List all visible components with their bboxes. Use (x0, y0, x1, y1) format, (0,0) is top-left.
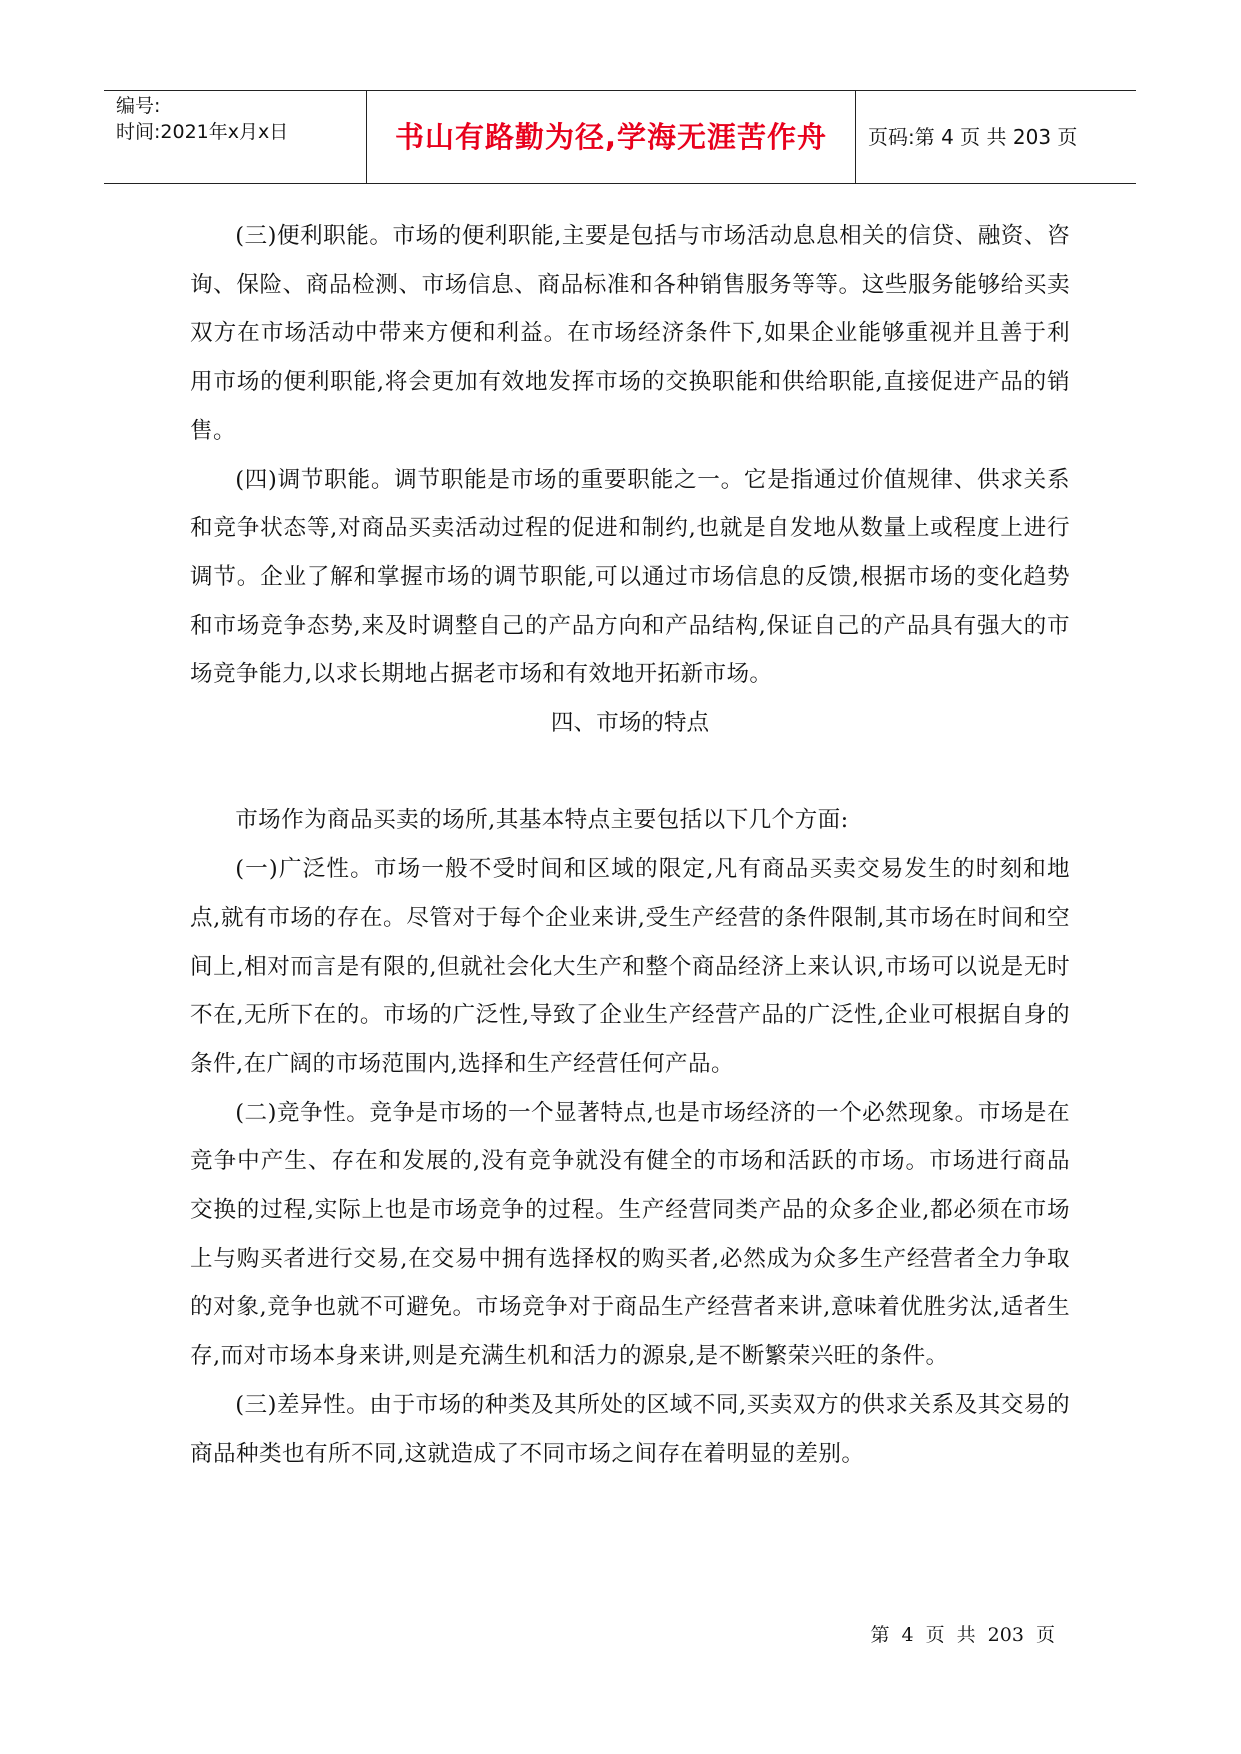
header-divider-right (855, 91, 856, 183)
header-divider-left (366, 91, 367, 183)
document-time-label: 时间:2021年x月x日 (116, 121, 289, 143)
paragraph-competition: (二)竞争性。竞争是市场的一个显著特点,也是市场经济的一个必然现象。市场是在竞争中产生、存在和发展的,没有竞争就没有健全的市场和活跃的市场。市场进行商品交换的过程,实际上也是市场竞争的过程。生产经营同类产品的众多企业,都必须在市场上与购买者进行交易,在交易中拥有选择权的购买者,必然成为众多生产经营者全力争取的对象,竞争也就不可避免。市场竞争对于商品生产经营者来讲,意味着优胜劣汰,适者生存,而对市场本身来讲,则是充满生机和活力的源泉,是不断繁荣兴旺的条件。 (190, 1099, 1070, 1370)
page-footer: 第 4 页 共 203 页 (870, 1624, 1055, 1646)
header-motto: 书山有路勤为径,学海无涯苦作舟 (394, 120, 828, 154)
document-number-label: 编号: (116, 95, 161, 117)
document-body (190, 212, 1070, 1478)
paragraph-difference: (三)差异性。由于市场的种类及其所处的区域不同,买卖双方的供求关系及其交易的商品种类也有所不同,这就造成了不同市场之间存在着明显的差别。 (190, 1391, 1070, 1467)
paragraph-breadth: (一)广泛性。市场一般不受时间和区域的限定,凡有商品买卖交易发生的时刻和地点,就有市场的存在。尽管对于每个企业来讲,受生产经营的条件限制,其市场在时间和空间上,相对而言是有限的,但就社会化大生产和整个商品经济上来认识,市场可以说是无时不在,无所下在的。市场的广泛性,导致了企业生产经营产品的广泛性,企业可根据自身的条件,在广阔的市场范围内,选择和生产经营任何产品。 (190, 856, 1070, 1077)
section-heading: 四、市场的特点 (550, 710, 710, 737)
paragraph-convenience-function: (三)便利职能。市场的便利职能,主要是包括与市场活动息息相关的信贷、融资、咨询、保险、商品检测、市场信息、商品标准和各种销售服务等等。这些服务能够给买卖双方在市场活动中带来方便和利益。在市场经济条件下,如果企业能够重视并且善于利用市场的便利职能,将会更加有效地发挥市场的交换职能和供给职能,直接促进产品的销售。 (190, 223, 1070, 444)
header-page-number: 页码:第 4 页 共 203 页 (868, 125, 1078, 149)
page-header (104, 90, 1136, 184)
paragraph-regulation-function: (四)调节职能。调节职能是市场的重要职能之一。它是指通过价值规律、供求关系和竞争状态等,对商品买卖活动过程的促进和制约,也就是自发地从数量上或程度上进行调节。企业了解和掌握市场的调节职能,可以通过市场信息的反馈,根据市场的变化趋势和市场竞争态势,来及时调整自己的产品方向和产品结构,保证自己的产品具有强大的市场竞争能力,以求长期地占据老市场和有效地开拓新市场。 (190, 466, 1070, 688)
paragraph-intro: 市场作为商品买卖的场所,其基本特点主要包括以下几个方面: (235, 807, 849, 834)
header-meta (116, 91, 362, 183)
